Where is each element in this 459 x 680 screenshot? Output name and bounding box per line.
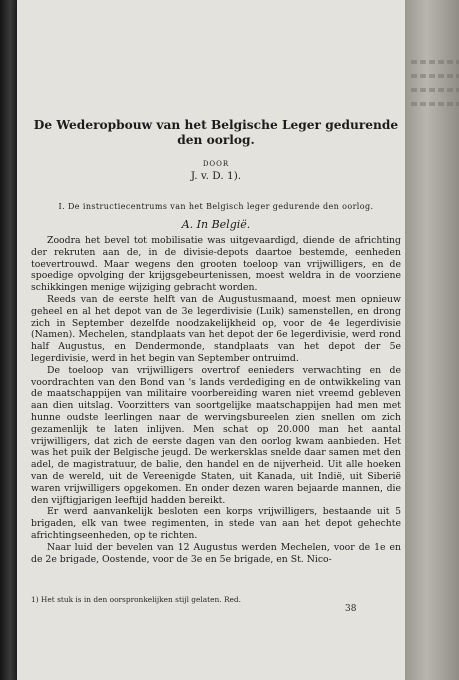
section-heading: I. De instructiecentrums van het Belgisch leger gedurende den oorlog.: [58, 202, 374, 211]
subsection-heading: A. In België.: [181, 218, 251, 231]
paragraph: Reeds van de eerste helft van de Augustusmaand, moest men opnieuw geheel en al het depot van de 3e legerdivisie (Luik) samenstellen, en drong zich in September dezelfde noodzakelijkheid op, voor de 4e legerdivisie (Namen). Mechelen, standplaats van het depot der 6e legerdivisie, werd rond half Augustus, en Dendermonde, standplaats van het depot der 5e legerdivisie, werd in het begin van September ontruimd.: [31, 293, 401, 364]
article-title: De Wederopbouw van het Belgische Leger gedurende den oorlog.: [33, 118, 399, 147]
footnote: 1) Het stuk is in den oorspronkelijken stijl gelaten. Red.: [31, 595, 241, 604]
byline-label: DOOR: [202, 160, 230, 168]
bleed-through-line: [411, 88, 459, 92]
author-byline: J. v. D. 1).: [190, 170, 242, 182]
book-spine-shadow: [0, 0, 17, 680]
paragraph: Naar luid der bevelen van 12 Augustus werden Mechelen, voor de 1e en de 2e brigade, Oostende, voor de 3e en 5e brigade, en St. Nico-: [31, 541, 401, 565]
paragraph: Zoodra het bevel tot mobilisatie was uitgevaardigd, diende de africhting der rekruten aan de, in de divisie-depots daartoe bestemde, eenheden toevertrouwd. Maar wegens den grooten toeloop van vrijwilligers, en de spoedige opvolging der krijgsgebeurtenissen, moest weldra in de voorziene schikkingen menige wijziging gebracht worden.: [31, 235, 401, 294]
page: [17, 0, 413, 680]
page-content: [31, 118, 401, 565]
paragraph: De toeloop van vrijwilligers overtrof eenieders verwachting en de voordrachten van den Bond van 's lands verdediging en de ontwikkeling van de maatschappijen van militaire voorbereiding waren niet vreemd gebleven aan dien uitslag. Voorzitters van soortgelijke maatschappijen had men met hunne oudste leerlingen naar de wervingsbureelen zien snellen om zich gezamenlijk te laten inlijven. Men schat op 20.000 man het aantal vrijwilligers, dat zich de eerste dagen van den oorlog kwam aanbieden. Het was het puik der Belgische jeugd. De werkersklas snelde daar samen met den adel, de magistratuur, de balie, den handel en de nijverheid. Uit alle hoeken van de wereld, uit de Vereenigde Staten, uit Kanada, uit Indië, uit Siberië waren vrijwilligers opgekomen. En onder dezen waren bejaarde mannen, die den vijftigjarigen leeftijd hadden bereikt.: [31, 364, 401, 506]
bleed-through-line: [411, 60, 459, 64]
page-number: 38: [345, 604, 357, 614]
bleed-through-line: [411, 74, 459, 78]
bleed-through-line: [411, 102, 459, 106]
next-page-edge: [405, 0, 459, 680]
paragraph: Er werd aanvankelijk besloten een korps vrijwilligers, bestaande uit 5 brigaden, elk van twee regimenten, in stede van aan het depot gehechte africhtingseenheden, op te richten.: [31, 506, 401, 541]
